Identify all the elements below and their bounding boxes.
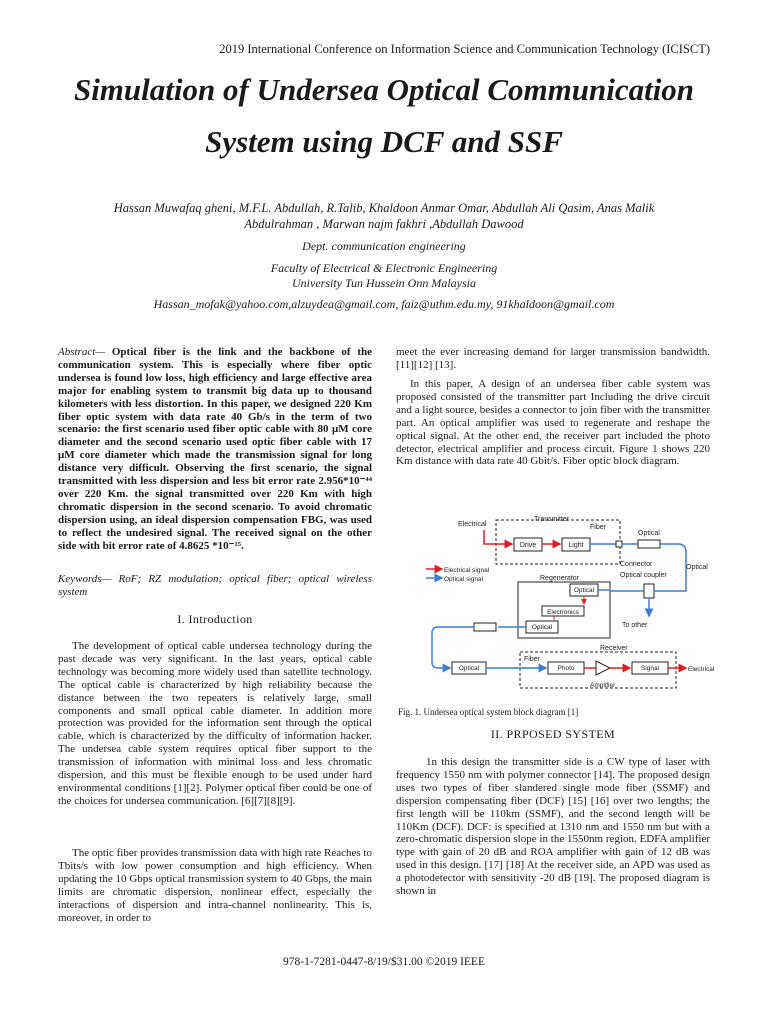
conference-header: 2019 International Conference on Information Science and Communication Technology (ICISCT) (219, 42, 710, 56)
section-heading-proposed: II. PRPOSED SYSTEM (490, 727, 616, 741)
block-diagram-figure (424, 512, 720, 698)
fiber-bottom-label: Fiber (524, 656, 540, 663)
intro-paragraph-1: The development of optical cable undersea technology during the past decade was very significant. In the last years, optical cable technology was becoming more widely used than satellite technology. The optical cable is characterized by high reliability because the distance between the two repeaters is relatively large, small components and small optical cable diameter. In addition more protection was provided for the information sent through the optical cable, which is characterized by the difficulty of information hacker. The undersea cable system requires optical fiber support to the transmission of information with minimal loss and less chromatic dispersion, and this must be flexible enough to be used under hard environmental conditions [1][2]. Polymer optical fiber could be one of the choices for undersea communication. [6][7][8][9]. (58, 640, 372, 807)
drive-label: Drive (519, 542, 537, 549)
copyright-footer: 978-1-7281-0447-8/19/$31.00 ©2019 IEEE (283, 956, 485, 968)
section-heading-introduction: I. Introduction (177, 612, 253, 626)
optical-coupler-box (644, 584, 654, 598)
authors-line2: Abdulrahman , Marwan najm fakhri ,Abdullah Dawood (244, 217, 524, 231)
keywords-text: RoF; RZ modulation; optical fiber; optical wireless system (58, 573, 372, 598)
abstract-text: Optical fiber is the link and the backbone of the communication system. This is especially where fiber optic undersea is found low loss, high efficiency and large effective area major for enabling system to transmit big data up to thousand kilometers with less distortion. In this paper, we designed 220 Km fiber optic system with data rate 40 Gb/s in the term of two scenario: the first scenario used fiber optic cable with 80 μM core diameter and the second scenario used optic fiber cable with 17 μM core diameter which made the transmission signal for long distance very difficult. Observing the first scenario, the signal transmitted with less dispersion and less bit error rate 2.956*10⁻⁴⁴ over 220 Km. the signal transmitted over 220 Km with high chromatic dispersion in the second scenario. To avoid chromatic dispersion using, an ideal dispersion compensation FBG, was used to reflect the undesired signal. The received signal on the other side with bit error rate of 4.8625 *10⁻¹⁵. (58, 346, 372, 552)
abstract-label: Abstract— (58, 346, 106, 358)
legend-optical: Optical signal (444, 576, 484, 583)
connector-box (616, 541, 622, 547)
author-list (40, 200, 728, 232)
fiber-coil-top (638, 540, 660, 548)
electrical-input-line (484, 530, 512, 544)
optical-coupler-label: Optical coupler (620, 572, 667, 579)
fiber-top-label: Fiber (590, 524, 606, 531)
connector-label: Connector (620, 561, 653, 568)
regenerator-label: Regenerator (540, 575, 579, 582)
photo-label: Photo (557, 665, 575, 672)
electrical-in-label: Electrical (458, 521, 487, 528)
department: Dept. communication engineering (302, 239, 466, 253)
light-label: Light (568, 542, 584, 549)
faculty: Faculty of Electrical & Electronic Engineering (270, 261, 498, 275)
paper-title-line1: Simulation of Undersea Optical Communication (73, 72, 695, 107)
to-other-label: To other (622, 622, 648, 629)
paper-title-line2: System using DCF and SSF (205, 124, 563, 159)
author-emails: Hassan_mofak@yahoo.com,alzuydea@gmail.com, faiz@uthm.edu.my, 91khaldoon@gmail.com (153, 297, 615, 311)
optical-right-label: Optical (686, 564, 708, 571)
fiber-coil-bottom (474, 623, 496, 631)
keywords (58, 573, 372, 599)
signal-label: Signal (640, 665, 660, 672)
regen-optical-top-label: Optical (573, 587, 595, 594)
proposed-paragraph: 1n this design the transmitter side is a CW type of laser with frequency 1550 nm with polymer connector [14]. The proposed design uses two types of fiber slandered single mode fiber (SSMF) and dispersion compensating fiber (DCF) [15] [16] over two lengths; the first length will be 110km (SSMF), and the second length will be 110Km (DCF). DCF: is specified at 1310 nm and 1550 nm but with a zero-chromatic dispersion slope in the 1550nm region. EDFA amplifier type with gain of 20 dB and ROA amplifier with gain of 12 dB was used in this design. [17] [18] At the receiver side, an APD was used as a photodetector with sensitivity -20 dB [19]. The proposed diagram is shown in (396, 756, 710, 898)
coupler-input-line (654, 582, 686, 591)
receiver-label: Receiver (600, 645, 628, 652)
electrical-out-label: Electrical (688, 666, 715, 673)
amplifier-label: Amplifier (590, 682, 616, 689)
legend-electrical: Electrical signal (444, 567, 490, 574)
intro-paragraph-2: The optic fiber provides transmission data with high rate Reaches to Tbits/s with low power consumption and high efficiency. When updating the 10 Gbps optical transmission system to 40 Gbps, the main limits are chromatic dispersion, nonlinear effect, especially the interactions of dispersion and intra-channel nonlinearity. This is, moreover, in order to (58, 847, 372, 924)
abstract (58, 346, 372, 553)
optical-top-label: Optical (638, 530, 660, 537)
transmitter-label: Transmitter (534, 516, 570, 523)
amplifier-triangle (596, 661, 610, 675)
keywords-label: Keywords— (58, 573, 112, 585)
figure-caption: Fig. 1. Undersea optical system block diagram [1] (398, 707, 579, 717)
university: University Tun Hussein Onn Malaysia (292, 276, 476, 290)
right-paragraph-1: meet the ever increasing demand for larger transmission bandwidth.[11][12] [13]. (396, 346, 710, 371)
rx-optical-label: Optical (458, 665, 480, 672)
authors-line1: Hassan Muwafaq gheni, M.F.L. Abdullah, R.Talib, Khaldoon Anmar Omar, Abdullah Ali Qasim, Anas Malik (113, 201, 655, 215)
electronics-label: Electronics (547, 609, 579, 616)
right-paragraph-2: In this paper, A design of an undersea fiber cable system was proposed consisted of the transmitter part Including the drive circuit and a light source, besides a connector to join fiber with the transmitter part. An optical amplifier was used to regenerate and reshape the optical signal. At the other end, the receiver part included the photo detector, electrical amplifier and process circuit. Figure 1 shows 220 Km distance with data rate 40 Gbit/s. Fiber optic block diagram. (396, 378, 710, 468)
regen-optical-bottom-label: Optical (531, 624, 553, 631)
